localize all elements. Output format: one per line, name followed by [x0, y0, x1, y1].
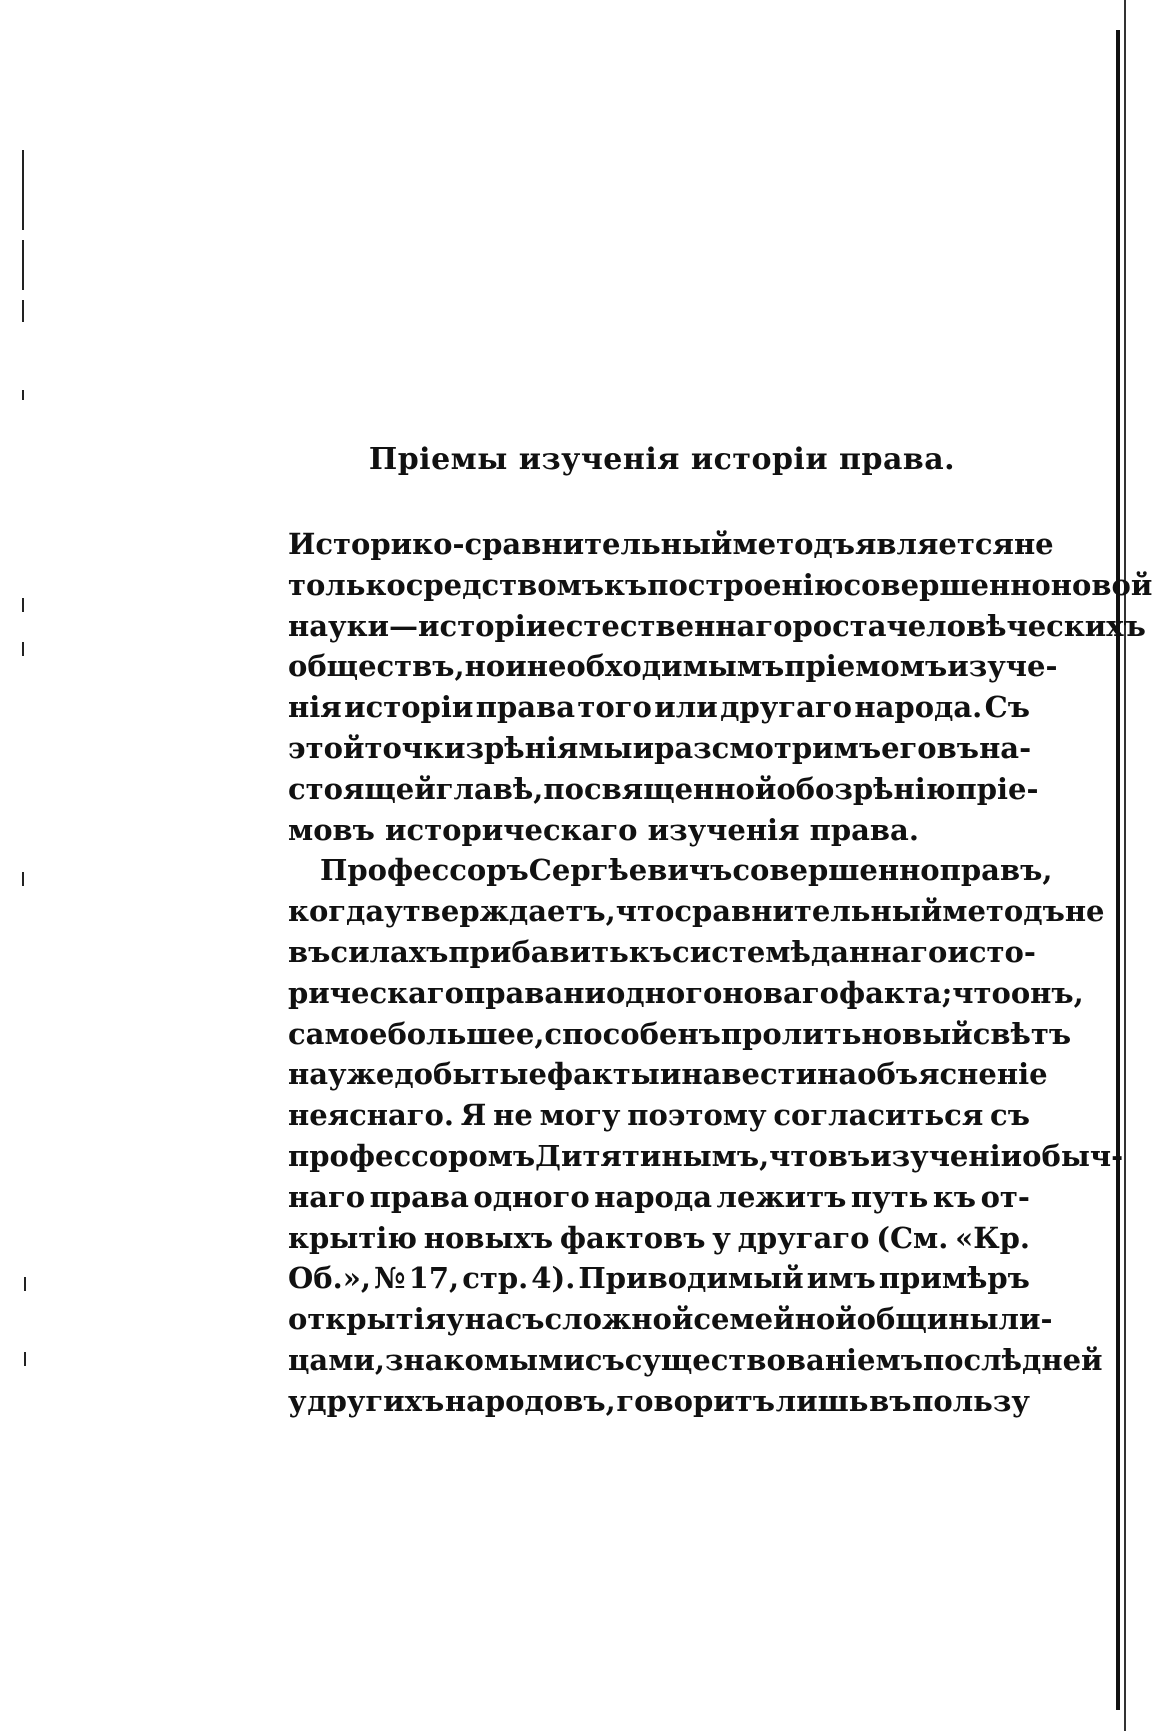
- margin-scan-mark: [22, 300, 24, 322]
- text-line: нія исторіи права того или другаго народа. Съ: [288, 690, 1030, 725]
- text-line: когда утверждаетъ, что сравнительный методъ не: [288, 894, 1105, 929]
- margin-scan-mark: [24, 1352, 26, 1366]
- body-text: [288, 524, 1152, 1422]
- text-line: обществъ, но и необходимымъ пріемомъ изуче-: [288, 649, 1058, 684]
- text-line: въ силахъ прибавить къ системѣ даннаго исто-: [288, 934, 1036, 969]
- text-line: Историко-сравнительный методъ является не: [288, 527, 1054, 561]
- margin-scan-mark: [22, 598, 24, 612]
- margin-scan-mark: [22, 390, 24, 400]
- margin-scan-mark: [24, 1277, 26, 1291]
- page-edge-line: [1116, 30, 1120, 1710]
- text-line: только средствомъ къ построенію совершенно новой: [288, 567, 1152, 602]
- text-line: Об.», № 17, стр. 4). Приводимый имъ примѣръ: [288, 1261, 1030, 1296]
- text-line: науки—исторіи естественнаго роста человѣческихъ: [288, 608, 1146, 643]
- text-line: открытія у насъ сложной семейной общины ли-: [288, 1302, 1053, 1337]
- paragraph: [288, 524, 1152, 850]
- page-edge-shadow: [1124, 0, 1126, 1731]
- margin-scan-mark: [22, 240, 24, 290]
- text-line: Профессоръ Сергѣевичъ совершенно правъ,: [320, 853, 1053, 888]
- text-line: мовъ историческаго изученія права.: [288, 812, 919, 847]
- text-line: этой точки зрѣнія мы и разсмотримъ его въ на-: [288, 730, 1032, 765]
- margin-scan-mark: [22, 150, 24, 230]
- text-line: наго права одного народа лежитъ путь къ от-: [288, 1179, 1030, 1214]
- text-line: самое большее, способенъ пролить новый свѣтъ: [288, 1016, 1072, 1051]
- margin-scan-mark: [22, 642, 24, 656]
- text-line: на уже добытые факты и навести на объясненіе: [288, 1057, 1048, 1092]
- text-line: крытію новыхъ фактовъ у другаго (См. «Кр.: [288, 1220, 1030, 1255]
- text-line: у другихъ народовъ, говоритъ лишь въ пользу: [288, 1383, 1030, 1418]
- text-line: профессоромъ Дитятинымъ, что въ изученіи обыч-: [288, 1138, 1124, 1173]
- text-line: стоящей главѣ, посвященной обозрѣнію пріе-: [288, 771, 1039, 806]
- paragraph: [288, 850, 1124, 1421]
- text-line: цами, знакомыми съ существованіемъ послѣдней: [288, 1342, 1103, 1377]
- text-line: рическаго права ни одного новаго факта; что онъ,: [288, 975, 1084, 1010]
- margin-scan-mark: [22, 872, 24, 886]
- page-heading: Пріемы изученія исторіи права.: [368, 442, 956, 477]
- text-line: неяснаго. Я не могу поэтому согласиться съ: [288, 1098, 1030, 1133]
